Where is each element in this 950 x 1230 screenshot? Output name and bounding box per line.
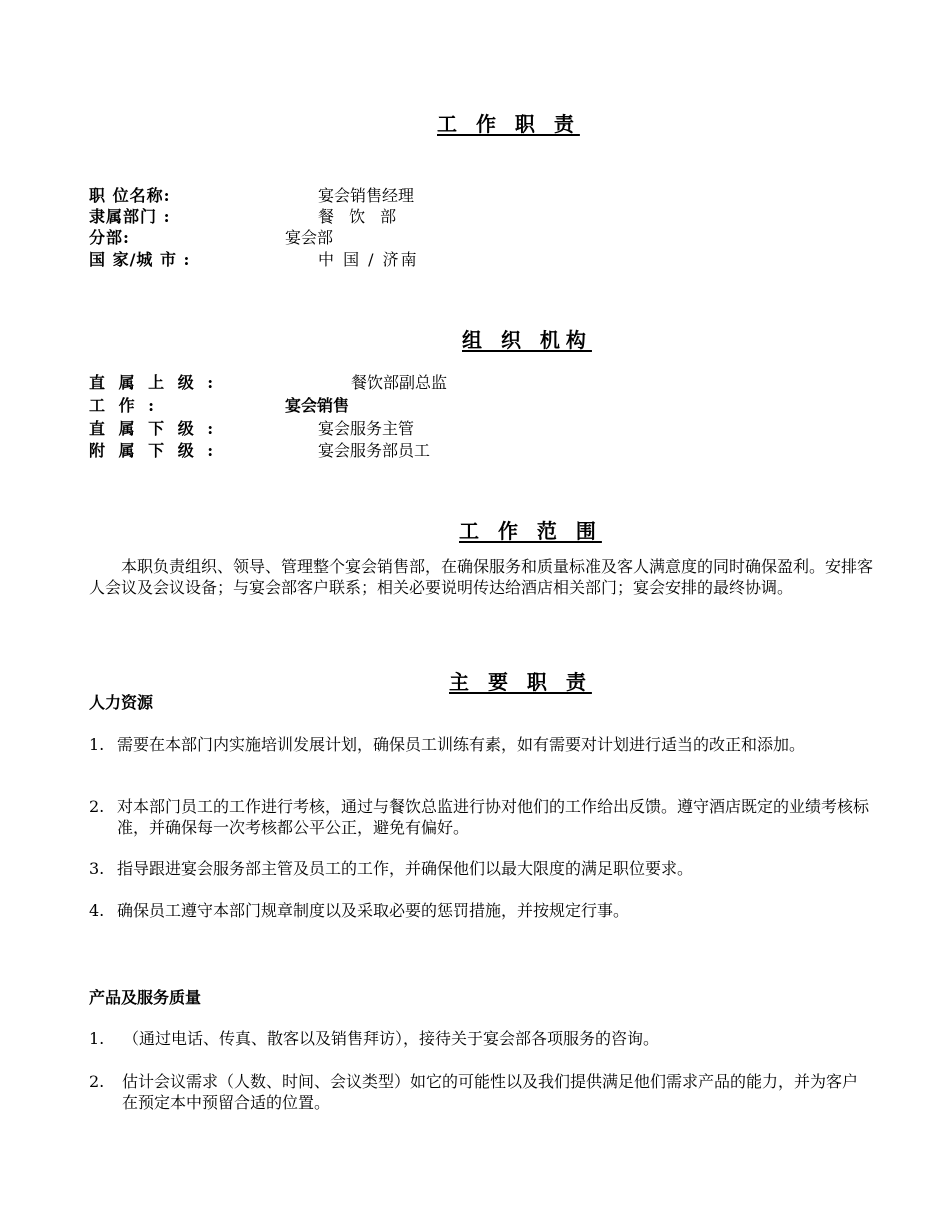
quality-heading: 产品及服务质量	[89, 988, 202, 1007]
superior-label: 直 属 上 级 :	[89, 373, 218, 392]
work-value: 宴会销售	[285, 396, 350, 415]
main-duties-title: 主 要 职 责	[449, 670, 592, 694]
position-value: 宴会销售经理	[318, 186, 415, 205]
job-duties-title: 工 作 职 责	[437, 112, 580, 136]
position-label: 职 位名称:	[89, 186, 171, 205]
department-label: 隶属部门 :	[89, 207, 171, 226]
list-text: 确保员工遵守本部门规章制度以及采取必要的惩罚措施，并按规定行事。	[117, 901, 630, 920]
work-label: 工 作 :	[89, 396, 159, 415]
scope-title: 工 作 范 围	[459, 519, 602, 543]
list-text: 需要在本部门内实施培训发展计划，确保员工训练有素，如有需要对计划进行适当的改正和添加。	[117, 735, 806, 754]
auxiliary-label: 附 属 下 级 :	[89, 441, 218, 460]
hr-heading: 人力资源	[89, 693, 154, 712]
scope-paragraph: 本职负责组织、领导、管理整个宴会销售部，在确保服务和质量标准及客人满意度的同时确保盈利。安排客人会议及会议设备；与宴会部客户联系；相关必要说明传达给酒店相关部门；宴会安排的最终协调。	[89, 557, 874, 597]
subordinate-label: 直 属 下 级 :	[89, 419, 218, 438]
list-text: 指导跟进宴会服务部主管及员工的工作，并确保他们以最大限度的满足职位要求。	[117, 859, 694, 878]
country-label: 国 家/城 市 :	[89, 250, 191, 269]
quality-item-2	[89, 1071, 869, 1113]
list-number: 4.	[89, 901, 105, 920]
list-number: 1.	[89, 1029, 105, 1048]
subordinate-value: 宴会服务主管	[318, 419, 415, 438]
list-number: 3.	[89, 859, 105, 878]
country-value: 中 国 / 济南	[318, 250, 419, 269]
list-number: 1.	[89, 735, 105, 754]
hr-item-4	[89, 900, 869, 921]
division-value: 宴会部	[285, 228, 334, 247]
list-text: （通过电话、传真、散客以及销售拜访），接待关于宴会部各项服务的咨询。	[123, 1029, 660, 1048]
superior-value: 餐饮部副总监	[351, 373, 448, 392]
division-label: 分部:	[89, 228, 130, 247]
auxiliary-value: 宴会服务部员工	[318, 441, 431, 460]
hr-item-2	[89, 796, 869, 838]
list-number: 2.	[89, 797, 105, 816]
hr-item-1	[89, 734, 869, 755]
list-number: 2.	[89, 1072, 105, 1091]
list-text: 对本部门员工的工作进行考核，通过与餐饮总监进行协对他们的工作给出反馈。遵守酒店既定的业绩考核标准，并确保每一次考核都公平公正，避免有偏好。	[117, 797, 870, 837]
list-text: 估计会议需求（人数、时间、会议类型）如它的可能性以及我们提供满足他们需求产品的能力，并为客户在预定本中预留合适的位置。	[122, 1072, 859, 1112]
department-value: 餐 饮 部	[318, 207, 402, 226]
quality-item-1	[89, 1028, 869, 1049]
organization-title: 组 织 机构	[462, 328, 592, 352]
hr-item-3	[89, 858, 869, 879]
